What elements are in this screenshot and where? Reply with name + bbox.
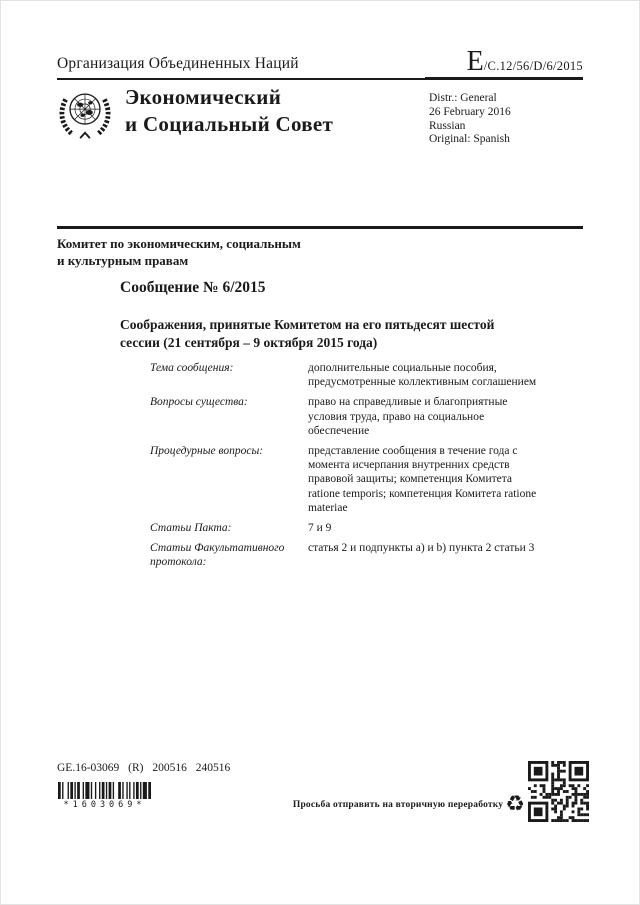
detail-value: право на справедливые и благоприятные условия труда, право на социальное обеспечение	[308, 396, 508, 437]
detail-row-covenant-articles	[150, 521, 550, 535]
recycle-notice	[235, 792, 525, 818]
detail-label: Тема сообщения:	[150, 362, 234, 374]
distr-type: Distr.: General	[429, 92, 497, 104]
masthead-rule-right	[425, 77, 583, 80]
detail-label: Процедурные вопросы:	[150, 445, 264, 458]
detail-value: дополнительные социальные пособия, предусмотренные коллективным соглашением	[308, 362, 537, 389]
views-heading-line2: сессии (21 сентября – 9 октября 2015 года)	[120, 335, 378, 350]
un-organization-name: Организация Объединенных Наций	[57, 55, 299, 72]
un-emblem-icon	[56, 83, 114, 141]
document-symbol	[467, 46, 583, 78]
distribution-info	[429, 92, 511, 147]
committee-name	[57, 236, 301, 269]
detail-value: представление сообщения в течение года с момента исчерпания внутренних средств правовой защиты; компетенция Комитета ratione temporis; компетенция Комитета ratione materiae	[308, 445, 537, 514]
views-heading-line1: Соображения, принятые Комитетом на его пятьдесят шестой	[120, 317, 495, 332]
views-heading	[120, 316, 550, 352]
council-title-line1: Экономический	[125, 85, 282, 109]
barcode-text: *1603069*	[63, 800, 146, 810]
document-symbol-letter: E	[466, 46, 484, 77]
detail-label: Вопросы существа:	[150, 396, 248, 409]
council-title	[125, 84, 333, 138]
committee-name-line2: и культурным правам	[57, 252, 189, 268]
document-symbol-number: /C.12/56/D/6/2015	[483, 59, 583, 73]
committee-name-line1: Комитет по экономическим, социальным	[57, 236, 301, 251]
barcode	[58, 782, 151, 810]
distr-date: 26 February 2016	[429, 105, 511, 118]
masthead-rule-left	[57, 78, 425, 80]
header-divider-rule	[57, 226, 583, 229]
communication-number-heading: Сообщение № 6/2015	[120, 279, 266, 296]
detail-row-procedural-issues	[150, 444, 550, 515]
detail-label: Статьи Факультативного протокола:	[150, 542, 285, 569]
detail-value: 7 и 9	[308, 522, 332, 535]
qr-code	[528, 761, 589, 822]
detail-row-subject	[150, 361, 550, 389]
distr-language: Russian	[429, 119, 466, 132]
distr-original: Original: Spanish	[429, 133, 510, 146]
detail-label: Статьи Пакта:	[150, 522, 232, 535]
job-number: GE.16-03069 (R) 200516 240516	[57, 762, 231, 774]
detail-value: статья 2 и подпункты a) и b) пункта 2 статьи 3	[308, 542, 535, 555]
recycle-icon: ♻	[505, 792, 525, 817]
recycle-notice-text: Просьба отправить на вторичную переработку	[292, 800, 504, 810]
detail-row-protocol-articles	[150, 541, 550, 569]
council-title-line2: и Социальный Совет	[125, 112, 334, 136]
detail-row-substantive-issues	[150, 395, 550, 438]
details-table	[150, 361, 550, 576]
